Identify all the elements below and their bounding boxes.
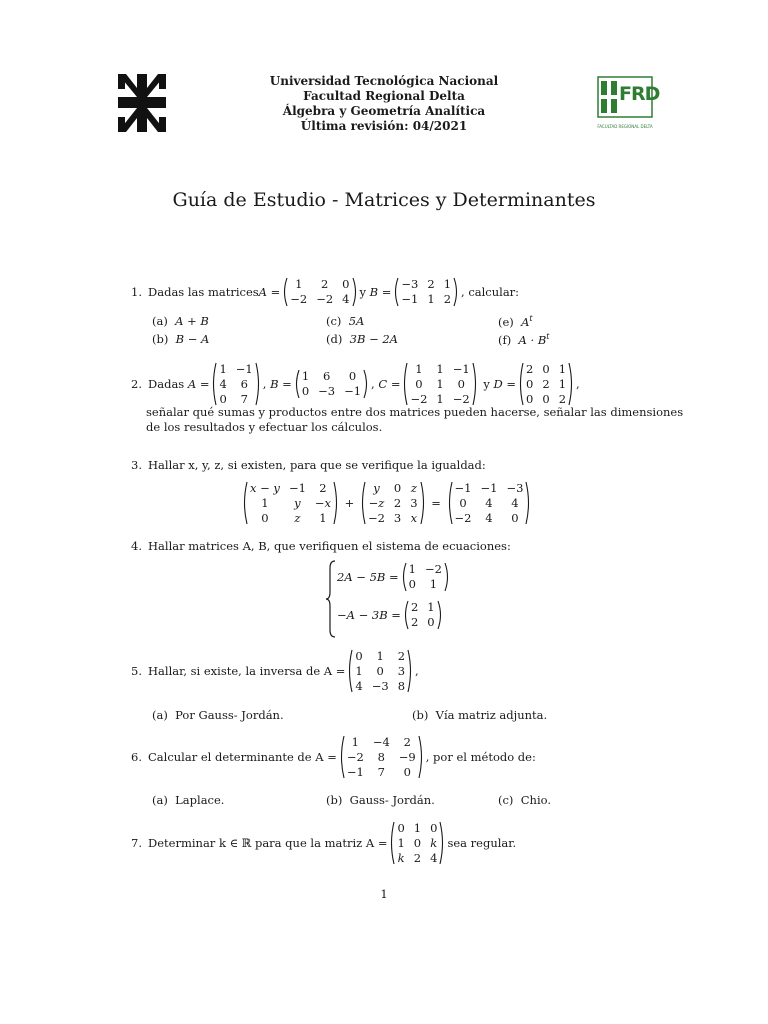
matrix-cell: 2 (403, 734, 411, 749)
matrix-cell: 4 (355, 678, 363, 693)
header-subject: Álgebra y Geometría Analítica (282, 104, 486, 118)
matrix-cell: 3 (397, 663, 406, 678)
matrix-cell: 1 (219, 361, 227, 376)
matrix-cell: 0 (355, 648, 363, 663)
right-paren (437, 600, 443, 630)
matrix-cell: 4 (485, 510, 493, 525)
matrix-cell: −x (314, 495, 332, 510)
problem-text: , (415, 664, 419, 678)
matrix-cell: 1 (436, 376, 444, 391)
problem-number: 1. (131, 285, 142, 299)
matrix-cell: −1 (346, 764, 364, 779)
problem-number: 7. (131, 836, 142, 850)
item-6b: (b) Gauss- Jordán. (326, 793, 435, 807)
matrix-a (347, 649, 413, 693)
item-5b: (b) Vía matriz adjunta. (412, 708, 548, 722)
matrix-cell: −3 (318, 384, 336, 399)
matrix-a (339, 735, 424, 779)
problem-text: Determinar k ∈ ℝ para que la matriz A = (148, 836, 388, 850)
matrix-cell: 0 (301, 384, 310, 399)
problem-text: , por el método de: (425, 750, 536, 764)
matrix-cell: 1 (295, 276, 303, 291)
right-paren (444, 562, 450, 592)
matrix-cell: 0 (542, 361, 550, 376)
frd-logo-caption: FACULTAD REGIONAL DELTA (597, 124, 653, 129)
matrix-body (524, 362, 568, 406)
matrix-cell: 1 (427, 292, 435, 307)
item-6a: (a) Laplace. (152, 793, 225, 807)
matrix-body (395, 821, 439, 865)
matrix-cell: −3 (506, 480, 524, 495)
matrix-cell: 1 (355, 663, 363, 678)
problem-text: sea regular. (447, 836, 517, 850)
matrix-cell: 2 (558, 391, 567, 406)
matrix-cell: 8 (377, 749, 385, 764)
right-paren (363, 369, 369, 399)
page-number: 1 (380, 887, 388, 901)
right-paren (525, 481, 531, 525)
matrix-cell: 4 (485, 495, 493, 510)
item-1a: (a) A + B (152, 314, 209, 328)
matrix-cell: 2 (410, 599, 419, 614)
page-title: Guía de Estudio - Matrices y Determinantes (172, 189, 596, 211)
frd-logo-text: FRD (619, 83, 660, 105)
matrix-body (288, 277, 351, 307)
matrix-cell: 0 (261, 510, 269, 525)
matrix-cell: 4 (511, 495, 519, 510)
matrix-body (248, 481, 333, 525)
header-faculty: Facultad Regional Delta (303, 89, 465, 103)
right-paren (255, 362, 261, 406)
matrix-rhs-1 (401, 562, 450, 592)
matrix-cell: z (410, 480, 417, 495)
matrix-b (294, 369, 369, 399)
matrix-cell: 2 (321, 276, 329, 291)
problem-text: Hallar matrices A, B, que verifiquen el sistema de ecuaciones: (148, 539, 511, 553)
right-paren (333, 481, 339, 525)
matrix-cell: 0 (457, 376, 465, 391)
matrix-cell: 4 (430, 850, 438, 865)
matrix-cell: −2 (410, 391, 428, 406)
matrix-cell: 0 (542, 391, 550, 406)
matrix-cell: 0 (219, 391, 227, 406)
problem-number: 4. (131, 539, 142, 553)
matrix-rhs-2 (403, 600, 443, 630)
matrix-cell: −1 (480, 480, 498, 495)
matrix-cell: 1 (429, 577, 438, 592)
matrix-cell: −2 (290, 292, 308, 307)
matrix-cell: 3 (393, 510, 402, 525)
problem-number: 6. (131, 750, 142, 764)
header-university: Universidad Tecnológica Nacional (269, 74, 499, 88)
matrix-cell: k (397, 850, 405, 865)
matrix-cell: −1 (454, 480, 472, 495)
matrix-cell: −1 (344, 384, 362, 399)
matrix-body (300, 369, 363, 399)
equation-2 (337, 600, 445, 630)
matrix-cell: 0 (413, 835, 422, 850)
matrix-left (242, 481, 339, 525)
matrix-cell: −1 (288, 480, 306, 495)
page-header (0, 74, 768, 134)
right-paren (472, 362, 478, 406)
equation-3 (240, 481, 533, 525)
matrix-cell: 1 (261, 495, 269, 510)
item-5a: (a) Por Gauss- Jordán. (152, 708, 284, 722)
matrix-cell: 0 (342, 276, 350, 291)
problem-text: Dadas las matrices (148, 285, 259, 299)
right-paren (352, 277, 358, 307)
header-revision: Última revisión: 04/2021 (300, 119, 468, 133)
matrix-cell: 1 (436, 361, 444, 376)
matrix-c (402, 362, 477, 406)
item-1f: (f) $A \cdot B^t$ (498, 332, 550, 347)
right-paren (568, 362, 574, 406)
matrix-cell: y (373, 480, 380, 495)
matrix-cell: 0 (408, 577, 416, 592)
left-brace (326, 560, 336, 638)
matrix-cell: 1 (558, 376, 567, 391)
matrix-cell: −9 (398, 749, 416, 764)
matrix-body (407, 562, 444, 592)
matrix-cell: 0 (348, 368, 357, 383)
problem-6 (126, 735, 536, 779)
matrix-body (345, 735, 418, 779)
matrix-cell: 0 (526, 391, 534, 406)
matrix-cell: 2 (319, 480, 327, 495)
matrix-cell: 0 (526, 376, 534, 391)
matrix-cell: 2 (410, 615, 419, 630)
problem-text: Hallar x, y, z, si existen, para que se verifique la igualdad: (148, 458, 486, 472)
matrix-cell: 7 (240, 391, 248, 406)
matrix-cell: k (430, 835, 438, 850)
matrix-body (353, 649, 407, 693)
matrix-cell: 0 (430, 820, 438, 835)
matrix-cell: 7 (377, 764, 385, 779)
matrix-cell: −2 (452, 391, 470, 406)
matrix-cell: 2 (413, 850, 422, 865)
matrix-a (211, 362, 260, 406)
problem-text: , calcular: (461, 285, 520, 299)
equation-1 (337, 562, 452, 592)
matrix-cell: 1 (351, 734, 359, 749)
matrix-cell: 6 (322, 368, 331, 383)
matrix-cell: 1 (558, 361, 567, 376)
item-1c: (c) 5A (326, 314, 365, 328)
right-paren (453, 277, 459, 307)
matrix-body (366, 481, 420, 525)
right-paren (439, 821, 445, 865)
problem-7 (126, 821, 516, 865)
problem-3 (126, 458, 486, 472)
right-paren (407, 649, 413, 693)
matrix-cell: 4 (342, 292, 350, 307)
connector-text: y (483, 377, 490, 391)
matrix-cell: 1 (443, 276, 452, 291)
matrix-cell: 0 (376, 663, 384, 678)
item-1e: (e) $A^t$ (498, 314, 533, 329)
plus-sign: + (344, 496, 355, 510)
problem-1: 1. Dadas las matrices A = 1 2 0 −2 −2 4 y B = −3 2 1 −1 1 2 , calcular: (126, 277, 519, 307)
matrix-cell: −z (368, 495, 385, 510)
problem-2-line2: señalar qué sumas y productos entre dos matrices pueden hacerse, señalar las dimensiones (146, 405, 684, 419)
matrix-cell: y (294, 495, 301, 510)
matrix-body (453, 481, 526, 525)
matrix-cell: −3 (371, 678, 389, 693)
matrix-cell: −2 (367, 510, 385, 525)
matrix-cell: 0 (415, 376, 423, 391)
matrix-cell: z (294, 510, 301, 525)
matrix-body (408, 362, 471, 406)
matrix-cell: −2 (424, 561, 442, 576)
matrix-cell: 1 (376, 648, 384, 663)
matrix-cell: 0 (393, 480, 402, 495)
matrix-cell: 2 (542, 376, 550, 391)
matrix-right (447, 481, 532, 525)
item-6c: (c) Chio. (498, 793, 551, 807)
equation-lhs: 2A − 5B = (337, 570, 399, 584)
matrix-cell: 1 (427, 599, 435, 614)
matrix-cell: 4 (219, 376, 227, 391)
matrix-cell: −1 (401, 292, 419, 307)
matrix-middle (360, 481, 426, 525)
matrix-cell: 0 (511, 510, 519, 525)
matrix-cell: 2 (427, 276, 435, 291)
item-1b: (b) B − A (152, 332, 210, 346)
matrix-cell: 1 (408, 561, 416, 576)
matrix-cell: 0 (427, 615, 435, 630)
matrix-cell: x − y (250, 480, 280, 495)
matrix-cell: 8 (397, 678, 406, 693)
matrix-cell: 3 (410, 495, 418, 510)
problem-text: Hallar, si existe, la inversa de A = (148, 664, 346, 678)
matrix-cell: 2 (393, 495, 402, 510)
right-paren (420, 481, 426, 525)
matrix-cell: 1 (413, 820, 422, 835)
matrix-cell: 1 (301, 368, 310, 383)
matrix-cell: −2 (346, 749, 364, 764)
matrix-cell: 1 (319, 510, 327, 525)
problem-text: Calcular el determinante de A = (148, 750, 337, 764)
matrix-a (389, 821, 445, 865)
matrix-cell: 2 (443, 292, 452, 307)
matrix-cell: x (410, 510, 418, 525)
item-1d: (d) 3B − 2A (326, 332, 398, 346)
matrix-cell: 0 (397, 820, 405, 835)
matrix-cell: 6 (240, 376, 248, 391)
problem-2: 2. Dadas A = 1 −1 4 6 0 7 , B = 1 6 0 0 −3 −1 , C = 1 1 −1 0 1 0 −2 1 −2 y D = 2 0 1 0 2 1 0 0 2 , (126, 362, 580, 406)
matrix-cell: −3 (401, 276, 419, 291)
problem-number: 3. (131, 458, 142, 472)
matrix-body (399, 277, 453, 307)
matrix-cell: 0 (459, 495, 467, 510)
matrix-cell: 1 (436, 391, 444, 406)
matrix-cell: −4 (372, 734, 390, 749)
problem-text: Dadas (148, 377, 185, 391)
right-paren (418, 735, 424, 779)
matrix-body (217, 362, 254, 406)
matrix-b (393, 277, 459, 307)
matrix-cell: 2 (397, 648, 406, 663)
connector-text: y (359, 285, 366, 299)
problem-4 (126, 539, 511, 553)
matrix-a (282, 277, 357, 307)
matrix-cell: 1 (397, 835, 405, 850)
problem-2-line3: de los resultados y efectuar los cálculos. (146, 420, 383, 434)
matrix-d (518, 362, 574, 406)
matrix-cell: 2 (526, 361, 534, 376)
matrix-cell: −1 (235, 361, 253, 376)
equals-sign: = (431, 496, 441, 510)
matrix-cell: −2 (454, 510, 472, 525)
problem-number: 2. (131, 377, 142, 391)
matrix-cell: −2 (316, 292, 334, 307)
equation-lhs: −A − 3B = (337, 608, 401, 622)
matrix-cell: 1 (415, 361, 423, 376)
matrix-cell: −1 (452, 361, 470, 376)
matrix-cell: 0 (403, 764, 411, 779)
problem-number: 5. (131, 664, 142, 678)
matrix-body (409, 600, 437, 630)
problem-5 (126, 649, 419, 693)
